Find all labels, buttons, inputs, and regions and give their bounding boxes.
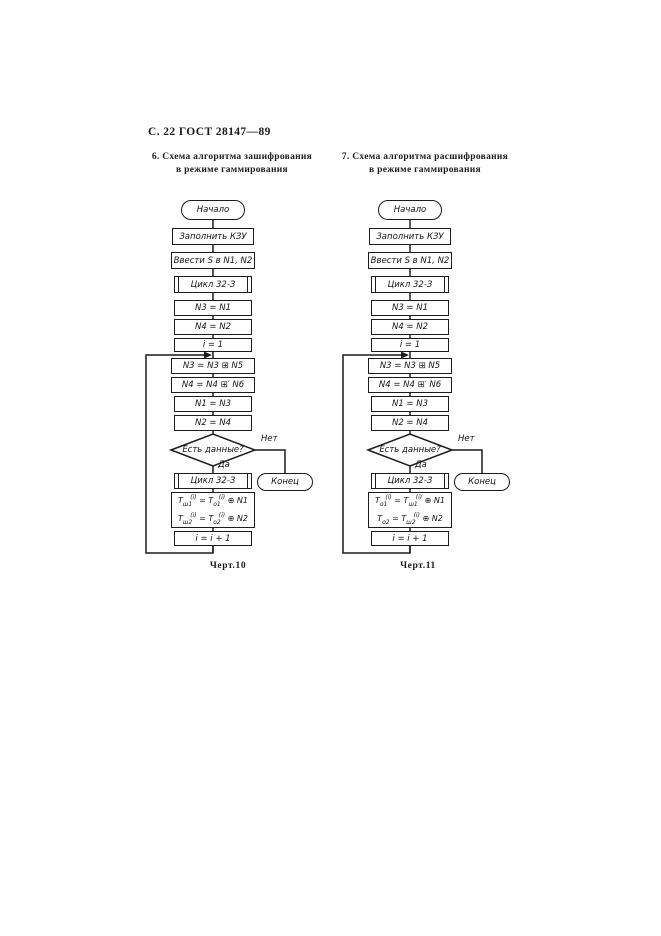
process-box: i = 1 [371, 338, 449, 352]
formula-box [171, 492, 255, 528]
formula-box [368, 492, 452, 528]
process-box: i = i + 1 [174, 531, 252, 546]
figure10-caption: Черт.10 [209, 561, 247, 571]
process-box: i = 1 [174, 338, 252, 352]
process-box: Ввести S в N1, N2 [171, 252, 255, 269]
predefined-process-box: Цикл 32-З [174, 276, 252, 293]
formula-line: $T_{о1}^{(i)} = T_{ш1}^{(i)}$ ⊕ N1 [375, 494, 445, 508]
process-box: N2 = N4 [371, 415, 449, 431]
process-box: N1 = N3 [371, 396, 449, 412]
start-terminal: Начало [181, 200, 245, 220]
process-box: N1 = N3 [174, 396, 252, 412]
process-box: Ввести S в N1, N2 [368, 252, 452, 269]
yes-label: Да [218, 460, 230, 470]
process-box: N4 = N4 ⊞′ N6 [368, 377, 452, 393]
predefined-process-box: Цикл 32-З [371, 276, 449, 293]
process-box: Заполнить КЗУ [172, 228, 254, 245]
figure7-title [332, 151, 518, 177]
process-box: N4 = N4 ⊞′ N6 [171, 377, 255, 393]
figure7-title-line2: в режиме гаммирования [369, 165, 481, 175]
no-label: Нет [458, 434, 475, 444]
process-box: N2 = N4 [174, 415, 252, 431]
process-box: N3 = N1 [174, 300, 252, 316]
process-box: N4 = N2 [371, 319, 449, 335]
predefined-process-box: Цикл 32-З [371, 473, 449, 489]
figure6-title-line1: 6. Схема алгоритма зашифрования [151, 152, 313, 162]
process-box: Заполнить КЗУ [369, 228, 451, 245]
flowchart-encryption-gamma-mode [138, 198, 318, 556]
figure6-title-line2: в режиме гаммирования [176, 165, 288, 175]
flowchart-decryption-gamma-mode [335, 198, 515, 556]
figure11-caption: Черт.11 [400, 561, 436, 571]
process-box: N3 = N3 ⊞ N5 [171, 358, 255, 374]
figure6-title [116, 151, 348, 177]
formula-line: $T_{ш2}^{(i)} = T_{о2}^{(i)}$ ⊕ N2 [178, 512, 248, 526]
end-terminal: Конец [454, 473, 510, 491]
decision-diamond: Есть данные? [379, 445, 441, 455]
process-box: N4 = N2 [174, 319, 252, 335]
figure7-title-line1: 7. Схема алгоритма расшифрования [341, 152, 509, 162]
no-label: Нет [261, 434, 278, 444]
formula-line: $T_{ш1}^{(i)} = T_{о1}^{(i)}$ ⊕ N1 [178, 494, 248, 508]
process-box: i = i + 1 [371, 531, 449, 546]
process-box: N3 = N3 ⊞ N5 [368, 358, 452, 374]
formula-line: $T_{о2} = T_{ш2}^{(i)}$ ⊕ N2 [377, 512, 443, 526]
yes-label: Да [415, 460, 427, 470]
process-box: N3 = N1 [371, 300, 449, 316]
page-header: С. 22 ГОСТ 28147—89 [148, 126, 271, 138]
decision-diamond: Есть данные? [182, 445, 244, 455]
start-terminal: Начало [378, 200, 442, 220]
predefined-process-box: Цикл 32-З [174, 473, 252, 489]
end-terminal: Конец [257, 473, 313, 491]
